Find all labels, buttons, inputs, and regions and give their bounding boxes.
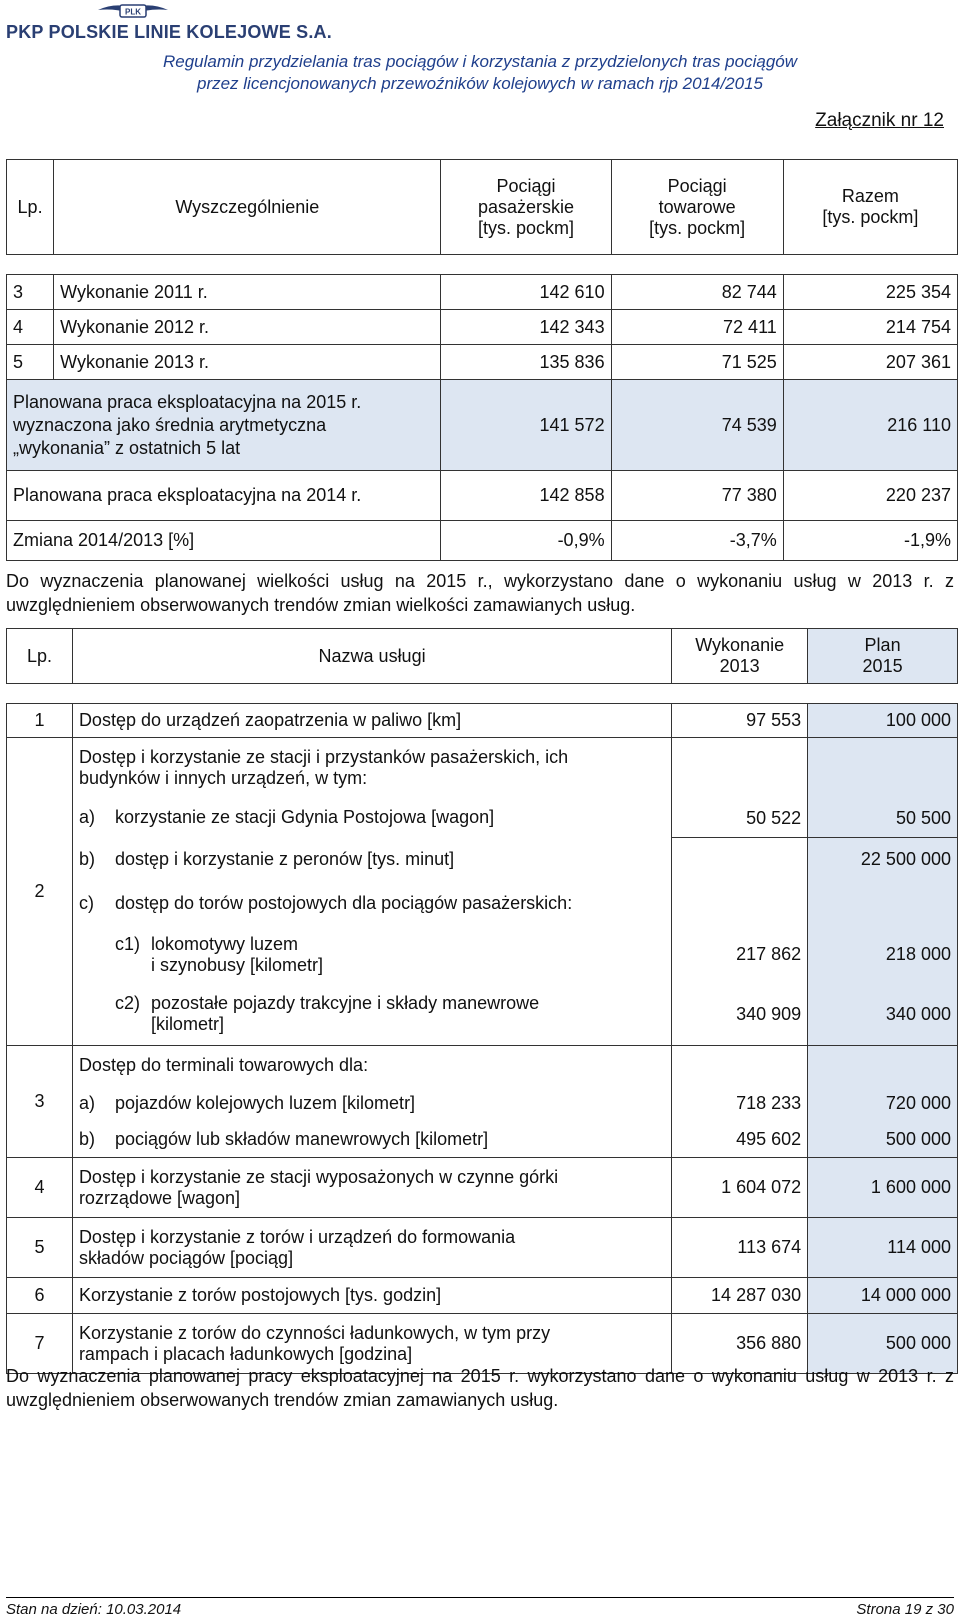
t2-empty xyxy=(672,882,808,926)
planned-2015-passenger: 141 572 xyxy=(441,380,611,471)
change-freight: -3,7% xyxy=(611,521,783,561)
table2-header-row xyxy=(7,629,958,684)
t2-r2-b: b) dostęp i korzystanie z peronów [tys. minut] xyxy=(72,838,671,882)
t2-r2-c1: c1) lokomotywy luzem i szynobusy [kilometr] xyxy=(72,926,671,984)
t2-plan: 500 000 xyxy=(808,1122,958,1158)
t2-done: 50 522 xyxy=(672,738,808,838)
t2-r3-a: a) pojazdów kolejowych luzem [kilometr] xyxy=(72,1086,671,1122)
plk-emblem-logo xyxy=(96,0,170,24)
t2-name: Dostęp i korzystanie ze stacji wyposażonych w czynne górki rozrządowe [wagon] xyxy=(72,1158,671,1218)
t1-name: Wykonanie 2012 r. xyxy=(54,310,441,345)
t2-plan: 100 000 xyxy=(808,704,958,738)
planned-2014-total: 220 237 xyxy=(783,471,957,521)
table-row xyxy=(7,1278,958,1314)
planned-2015-label: Planowana praca eksploatacyjna na 2015 r. wyznaczona jako średnia arytmetyczna „wykonania” z ostatnich 5 lat xyxy=(7,380,441,471)
t2-name: Korzystanie z torów do czynności ładunkowych, w tym przy rampach i placach ładunkowych [godzina] xyxy=(72,1314,671,1374)
t2-plan: 1 600 000 xyxy=(808,1158,958,1218)
t2-lp: 4 xyxy=(7,1158,73,1218)
change-label: Zmiana 2014/2013 [%] xyxy=(7,521,441,561)
table-row xyxy=(7,1046,958,1086)
t1-freight: 72 411 xyxy=(611,310,783,345)
table-row xyxy=(7,1158,958,1218)
t2-spacer xyxy=(7,684,958,704)
t2-empty xyxy=(808,1046,958,1086)
table-row xyxy=(7,882,958,926)
t1-spacer xyxy=(7,255,958,275)
t2-done xyxy=(672,838,808,882)
planned-2015-total: 216 110 xyxy=(783,380,957,471)
t2-done: 340 909 xyxy=(672,984,808,1046)
regulation-title-line1: Regulamin przydzielania tras pociągów i korzystania z przydzielonych tras pociągów xyxy=(162,52,798,71)
t2-r2-c2: c2) pozostałe pojazdy trakcyjne i składy manewrowe [kilometr] xyxy=(72,984,671,1046)
planned-2015-freight: 74 539 xyxy=(611,380,783,471)
table-row xyxy=(7,275,958,310)
table-row xyxy=(7,1122,958,1158)
t1-lp: 4 xyxy=(7,310,54,345)
t2-plan: 218 000 xyxy=(808,926,958,984)
emblem-text: PLK xyxy=(125,7,141,17)
footer-divider xyxy=(6,1597,954,1598)
table-row xyxy=(7,738,958,798)
t1-header-freight: Pociągi towarowe [tys. pockm] xyxy=(611,160,783,255)
t1-freight: 82 744 xyxy=(611,275,783,310)
t2-plan: 500 000 xyxy=(808,1314,958,1374)
paragraph-work-note: Do wyznaczenia planowanej pracy eksploatacyjnej na 2015 r. wykorzystano dane o wykonaniu usług w 2013 r. z uwzględnieniem obserwowanych trendów zmian zamawianych usług. xyxy=(6,1366,954,1410)
planned-2014-label: Planowana praca eksploatacyjna na 2014 r. xyxy=(7,471,441,521)
t2-done: 1 604 072 xyxy=(672,1158,808,1218)
t1-passenger: 135 836 xyxy=(441,345,611,380)
services-table xyxy=(6,628,958,1374)
table1-header-row xyxy=(7,160,958,255)
t2-plan: 14 000 000 xyxy=(808,1278,958,1314)
train-work-table xyxy=(6,159,958,561)
footer-page-number: Strona 19 z 30 xyxy=(856,1601,954,1618)
planned-2015-row xyxy=(7,380,958,471)
t2-header-lp: Lp. xyxy=(7,629,73,684)
change-passenger: -0,9% xyxy=(441,521,611,561)
table-row xyxy=(7,345,958,380)
t2-plan: 22 500 000 xyxy=(808,838,958,882)
t2-r2-c: c) dostęp do torów postojowych dla pociągów pasażerskich: xyxy=(72,882,671,926)
t1-header-total: Razem [tys. pockm] xyxy=(783,160,957,255)
table-row xyxy=(7,926,958,984)
table-row xyxy=(7,310,958,345)
change-row xyxy=(7,521,958,561)
annex-number: Załącznik nr 12 xyxy=(815,110,944,131)
planned-2014-passenger: 142 858 xyxy=(441,471,611,521)
table-row xyxy=(7,838,958,882)
t2-plan: 50 500 xyxy=(808,738,958,838)
t1-lp: 5 xyxy=(7,345,54,380)
planned-2014-row xyxy=(7,471,958,521)
t1-total: 214 754 xyxy=(783,310,957,345)
table-row xyxy=(7,704,958,738)
t2-done: 495 602 xyxy=(672,1122,808,1158)
t2-done: 217 862 xyxy=(672,926,808,984)
t2-plan: 720 000 xyxy=(808,1086,958,1122)
table-row xyxy=(7,984,958,1046)
t2-done: 718 233 xyxy=(672,1086,808,1122)
t1-freight: 71 525 xyxy=(611,345,783,380)
t1-name: Wykonanie 2011 r. xyxy=(54,275,441,310)
t2-done: 97 553 xyxy=(672,704,808,738)
t2-lp: 7 xyxy=(7,1314,73,1374)
t2-done: 113 674 xyxy=(672,1218,808,1278)
t2-r3-intro: Dostęp do terminali towarowych dla: xyxy=(72,1046,671,1086)
t1-name: Wykonanie 2013 r. xyxy=(54,345,441,380)
t1-header-passenger: Pociągi pasażerskie [tys. pockm] xyxy=(441,160,611,255)
t2-name: Dostęp i korzystanie z torów i urządzeń do formowania składów pociągów [pociąg] xyxy=(72,1218,671,1278)
planned-2014-freight: 77 380 xyxy=(611,471,783,521)
t2-lp: 5 xyxy=(7,1218,73,1278)
t2-r2-intro: Dostęp i korzystanie ze stacji i przystanków pasażerskich, ich budynków i innych urządzeń, w tym: xyxy=(72,738,671,798)
t2-header-name: Nazwa usługi xyxy=(72,629,671,684)
t1-header-lp: Lp. xyxy=(7,160,54,255)
table-row xyxy=(7,1218,958,1278)
t2-empty xyxy=(672,1046,808,1086)
t2-header-plan: Plan 2015 xyxy=(808,629,958,684)
t2-done: 14 287 030 xyxy=(672,1278,808,1314)
table-row xyxy=(7,1086,958,1122)
brand-name: PKP POLSKIE LINIE KOLEJOWE S.A. xyxy=(6,22,332,42)
t2-r3-b: b) pociągów lub składów manewrowych [kilometr] xyxy=(72,1122,671,1158)
paragraph-services-note: Do wyznaczenia planowanej wielkości usług na 2015 r., wykorzystano dane o wykonaniu usług w 2013 r. z uwzględnieniem obserwowanych trendów zmian wielkości zamawianych usług. xyxy=(6,571,954,615)
t2-lp: 2 xyxy=(7,738,73,1046)
t2-lp: 1 xyxy=(7,704,73,738)
t1-total: 225 354 xyxy=(783,275,957,310)
t2-r2-a: a) korzystanie ze stacji Gdynia Postojowa [wagon] xyxy=(72,798,671,838)
t1-lp: 3 xyxy=(7,275,54,310)
t1-passenger: 142 610 xyxy=(441,275,611,310)
t1-total: 207 361 xyxy=(783,345,957,380)
t2-plan: 114 000 xyxy=(808,1218,958,1278)
regulation-title-line2: przez licencjonowanych przewoźników kolejowych w ramach rjp 2014/2015 xyxy=(196,74,763,93)
t2-name: Dostęp do urządzeń zaopatrzenia w paliwo [km] xyxy=(72,704,671,738)
t1-header-spec: Wyszczególnienie xyxy=(54,160,441,255)
change-total: -1,9% xyxy=(783,521,957,561)
t2-plan: 340 000 xyxy=(808,984,958,1046)
t2-lp: 6 xyxy=(7,1278,73,1314)
t2-header-done: Wykonanie 2013 xyxy=(672,629,808,684)
t2-done: 356 880 xyxy=(672,1314,808,1374)
t2-lp: 3 xyxy=(7,1046,73,1158)
t2-name: Korzystanie z torów postojowych [tys. godzin] xyxy=(72,1278,671,1314)
t2-empty xyxy=(808,882,958,926)
footer-date: Stan na dzień: 10.03.2014 xyxy=(6,1601,182,1618)
t1-passenger: 142 343 xyxy=(441,310,611,345)
